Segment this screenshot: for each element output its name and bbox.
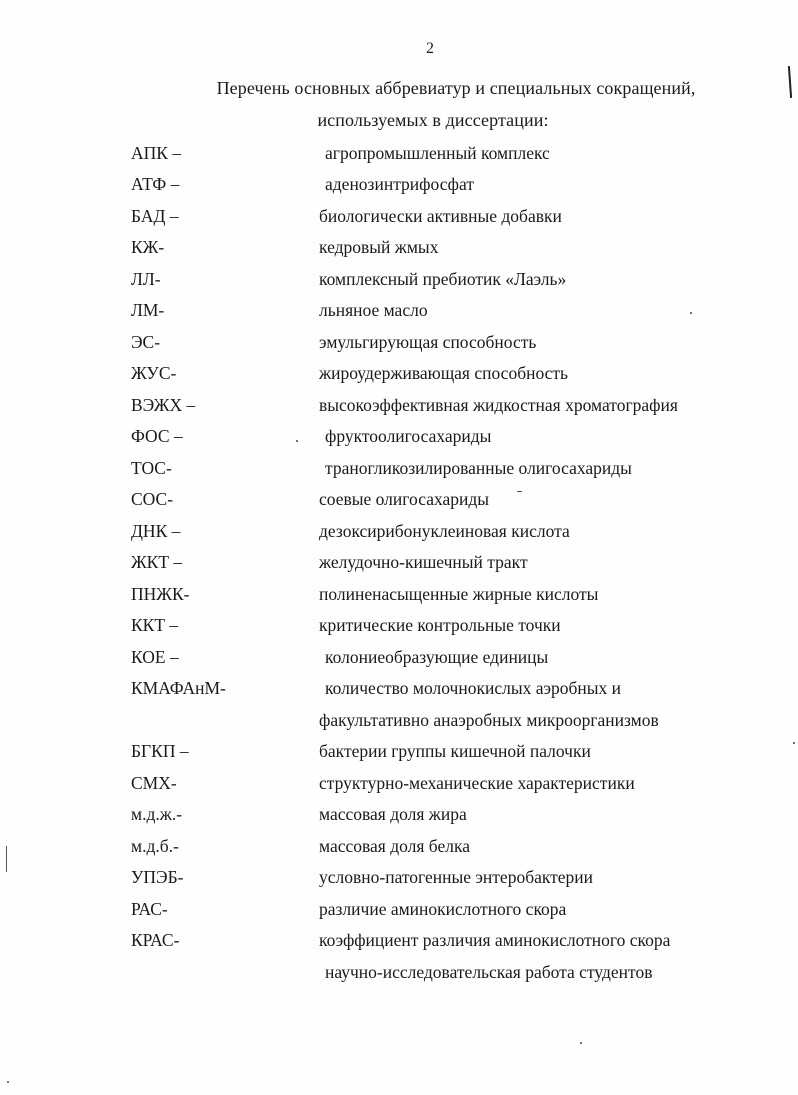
abbreviation: ТОС- — [131, 458, 172, 478]
definition: жироудерживающая способность — [319, 363, 569, 383]
definition: полиненасыщенные жирные кислоты — [319, 584, 599, 604]
abbreviation: СМХ- — [131, 773, 177, 793]
abbreviation: КОЕ – — [131, 647, 179, 667]
list-item — [0, 170, 798, 198]
list-item — [0, 863, 798, 891]
page-number: 2 — [426, 40, 434, 57]
definition: кедровый жмых — [319, 237, 439, 257]
list-item — [0, 202, 798, 230]
definition: дезоксирибонуклеиновая кислота — [319, 521, 570, 541]
abbreviation: СОС- — [131, 489, 174, 509]
list-item — [0, 737, 798, 765]
abbreviation: БАД – — [131, 206, 179, 226]
abbreviation: м.д.ж.- — [131, 804, 183, 824]
definition: колониеобразующие единицы — [325, 647, 549, 667]
definition: количество молочнокислых аэробных и — [325, 678, 622, 698]
definition: коэффициент различия аминокислотного скора — [319, 930, 671, 950]
abbreviation: КМАФАнМ- — [131, 678, 226, 698]
list-item — [0, 454, 798, 482]
scan-speck — [296, 440, 298, 442]
definition: желудочно-кишечный тракт — [319, 552, 528, 572]
abbreviation: ФОС – — [131, 426, 183, 446]
definition: траногликозилированные олигосахариды — [325, 458, 632, 478]
scan-speck — [7, 1081, 9, 1083]
definition: агропромышленный комплекс — [325, 143, 550, 163]
definition: фруктоолигосахариды — [325, 426, 492, 446]
scan-speck — [517, 491, 522, 492]
abbreviation: ДНК – — [131, 521, 181, 541]
definition: льняное масло — [319, 300, 428, 320]
abbreviation: УПЭБ- — [131, 867, 184, 887]
definition: высокоэффективная жидкостная хроматография — [319, 395, 678, 415]
abbreviation: ЭС- — [131, 332, 161, 352]
list-item — [0, 391, 798, 419]
heading-line-1: Перечень основных аббревиатур и специальных сокращений, — [216, 78, 696, 98]
list-item — [0, 611, 798, 639]
definition: структурно-механические характеристики — [319, 773, 635, 793]
list-item — [0, 517, 798, 545]
list-item — [0, 706, 798, 734]
list-item — [0, 139, 798, 167]
list-item — [0, 485, 798, 513]
definition: условно-патогенные энтеробактерии — [319, 867, 594, 887]
list-item — [0, 832, 798, 860]
abbreviation: БГКП – — [131, 741, 189, 761]
definition: критические контрольные точки — [319, 615, 561, 635]
abbreviation: АТФ – — [131, 174, 180, 194]
margin-tick — [6, 846, 7, 872]
abbreviation: ККТ – — [131, 615, 179, 635]
abbreviation: КРАС- — [131, 930, 180, 950]
abbreviation: ЖУС- — [131, 363, 177, 383]
definition: факультативно анаэробных микроорганизмов — [319, 710, 659, 730]
list-item — [0, 548, 798, 576]
list-item — [0, 296, 798, 324]
list-item — [0, 265, 798, 293]
abbreviation: ЛЛ- — [131, 269, 161, 289]
scan-speck — [690, 312, 692, 314]
list-item — [0, 643, 798, 671]
definition: соевые олигосахариды — [319, 489, 490, 509]
abbreviation: ЛМ- — [131, 300, 165, 320]
definition: массовая доля жира — [319, 804, 467, 824]
definition: комплексный пребиотик «Лаэль» — [319, 269, 567, 289]
abbreviation: м.д.б.- — [131, 836, 179, 856]
definition: массовая доля белка — [319, 836, 470, 856]
list-item — [0, 580, 798, 608]
abbreviation: ВЭЖХ – — [131, 395, 196, 415]
list-item — [0, 769, 798, 797]
abbreviation: КЖ- — [131, 237, 165, 257]
list-item — [0, 958, 798, 986]
abbreviation: ЖКТ – — [131, 552, 183, 572]
scan-speck — [793, 742, 795, 744]
definition: эмульгирующая способность — [319, 332, 537, 352]
list-item — [0, 674, 798, 702]
list-item — [0, 800, 798, 828]
list-item — [0, 926, 798, 954]
list-item — [0, 233, 798, 261]
list-item — [0, 895, 798, 923]
definition: бактерии группы кишечной палочки — [319, 741, 591, 761]
list-item — [0, 359, 798, 387]
heading-line-2: используемых в диссертации: — [317, 110, 549, 130]
scan-speck — [580, 1042, 582, 1044]
list-item — [0, 422, 798, 450]
definition: аденозинтрифосфат — [325, 174, 474, 194]
abbreviation: ПНЖК- — [131, 584, 190, 604]
abbreviation: РАС- — [131, 899, 168, 919]
abbreviation: АПК – — [131, 143, 182, 163]
list-item — [0, 328, 798, 356]
definition: научно-исследовательская работа студентов — [325, 962, 653, 982]
definition: биологически активные добавки — [319, 206, 562, 226]
definition: различие аминокислотного скора — [319, 899, 567, 919]
